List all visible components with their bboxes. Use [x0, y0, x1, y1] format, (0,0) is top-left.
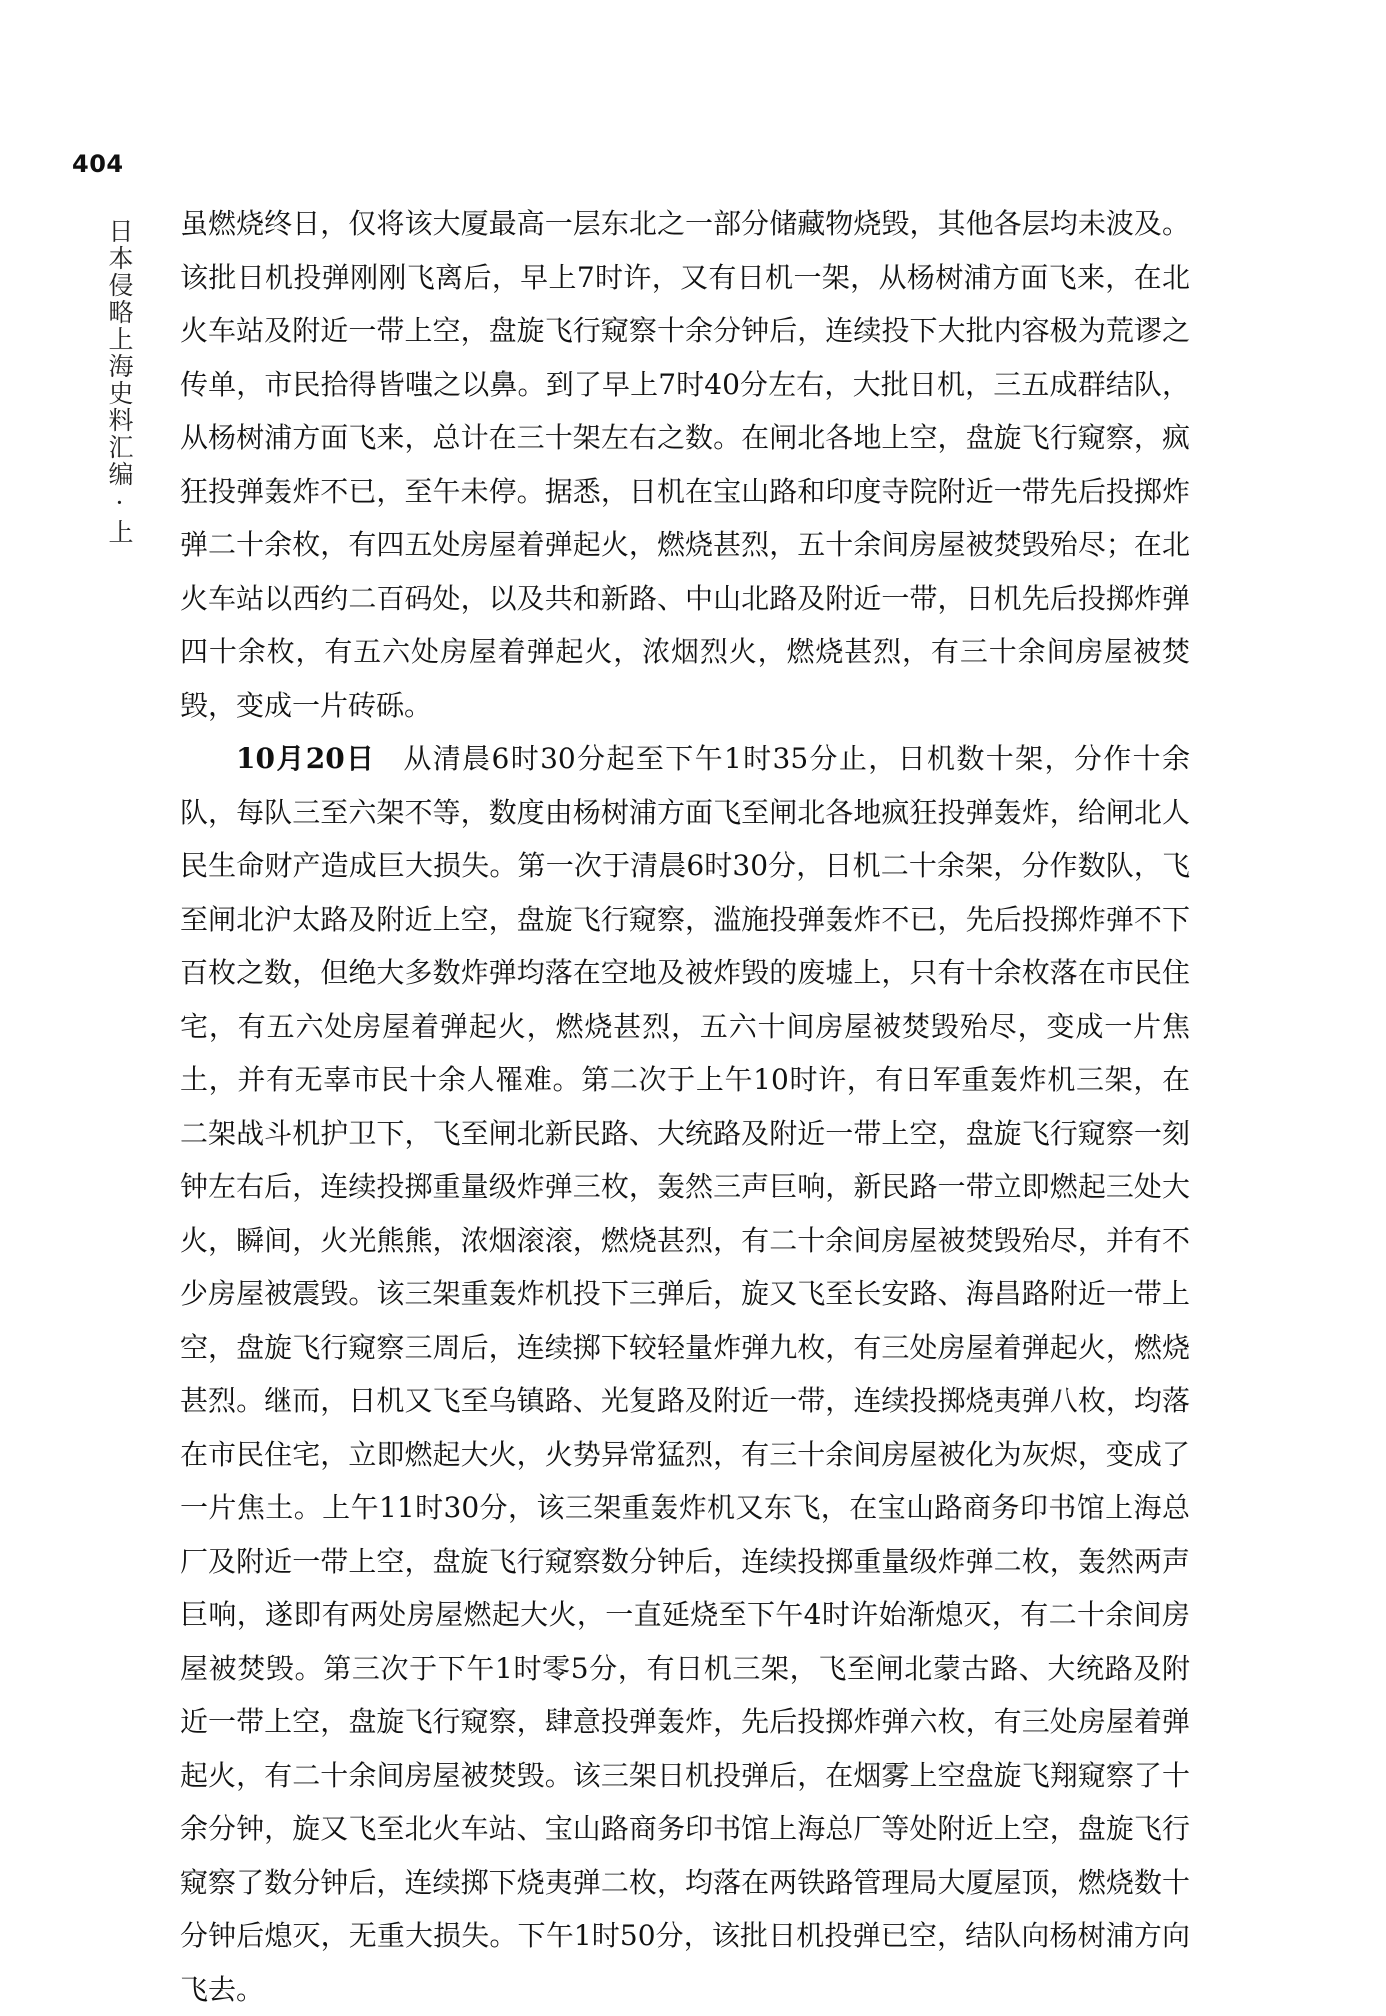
paragraph-oct-20: [180, 732, 1190, 2016]
paragraph-continued: 虽燃烧终日，仅将该大厦最高一层东北之一部分储藏物烧毁，其他各层均未波及。该批日机投弹刚刚飞离后，早上7时许，又有日机一架，从杨树浦方面飞来，在北火车站及附近一带上空，盘旋飞行窥察十余分钟后，连续投下大批内容极为荒谬之传单，市民拾得皆嗤之以鼻。到了早上7时40分左右，大批日机，三五成群结队，从杨树浦方面飞来，总计在三十架左右之数。在闸北各地上空，盘旋飞行窥察，疯狂投弹轰炸不已，至午未停。据悉，日机在宝山路和印度寺院附近一带先后投掷炸弹二十余枚，有四五处房屋着弹起火，燃烧甚烈，五十余间房屋被焚毁殆尽；在北火车站以西约二百码处，以及共和新路、中山北路及附近一带，日机先后投掷炸弹四十余枚，有五六处房屋着弹起火，浓烟烈火，燃烧甚烈，有三十余间房屋被焚毁，变成一片砖砾。: [180, 207, 1190, 722]
body-text: [180, 197, 1190, 2016]
paragraph-oct-20-text: 从清晨6时30分起至下午1时35分止，日机数十架，分作十余队，每队三至六架不等，数度由杨树浦方面飞至闸北各地疯狂投弹轰炸，给闸北人民生命财产造成巨大损失。第一次于清晨6时30分，日机二十余架，分作数队，飞至闸北沪太路及附近上空，盘旋飞行窥察，滥施投弹轰炸不已，先后投掷炸弹不下百枚之数，但绝大多数炸弹均落在空地及被炸毁的废墟上，只有十余枚落在市民住宅，有五六处房屋着弹起火，燃烧甚烈，五六十间房屋被焚毁殆尽，变成一片焦土，并有无辜市民十余人罹难。第二次于上午10时许，有日军重轰炸机三架，在二架战斗机护卫下，飞至闸北新民路、大统路及附近一带上空，盘旋飞行窥察一刻钟左右后，连续投掷重量级炸弹三枚，轰然三声巨响，新民路一带立即燃起三处大火，瞬间，火光熊熊，浓烟滚滚，燃烧甚烈，有二十余间房屋被焚毁殆尽，并有不少房屋被震毁。该三架重轰炸机投下三弹后，旋又飞至长安路、海昌路附近一带上空，盘旋飞行窥察三周后，连续掷下较轻量炸弹九枚，有三处房屋着弹起火，燃烧甚烈。继而，日机又飞至乌镇路、光复路及附近一带，连续投掷烧夷弹八枚，均落在市民住宅，立即燃起大火，火势异常猛烈，有三十余间房屋被化为灰烬，变成了一片焦土。上午11时30分，该三架重轰炸机又东飞，在宝山路商务印书馆上海总厂及附近一带上空，盘旋飞行窥察数分钟后，连续投掷重量级炸弹二枚，轰然两声巨响，遂即有两处房屋燃起大火，一直延烧至下午4时许始渐熄灭，有二十余间房屋被焚毁。第三次于下午1时零5分，有日机三架，飞至闸北蒙古路、大统路及附近一带上空，盘旋飞行窥察，肆意投弹轰炸，先后投掷炸弹六枚，有三处房屋着弹起火，有二十余间房屋被焚毁。该三架日机投弹后，在烟雾上空盘旋飞翔窥察了十余分钟，旋又飞至北火车站、宝山路商务印书馆上海总厂等处附近上空，盘旋飞行窥察了数分钟后，连续掷下烧夷弹二枚，均落在两铁路管理局大厦屋顶，燃烧数十分钟后熄灭，无重大损失。下午1时50分，该批日机投弹已空，结队向杨树浦方向飞去。: [180, 742, 1190, 2006]
running-head: 日本侵略上海史料汇编·上: [105, 218, 134, 546]
page-number: 404: [72, 150, 124, 178]
date-heading: 10月20日: [236, 742, 376, 775]
